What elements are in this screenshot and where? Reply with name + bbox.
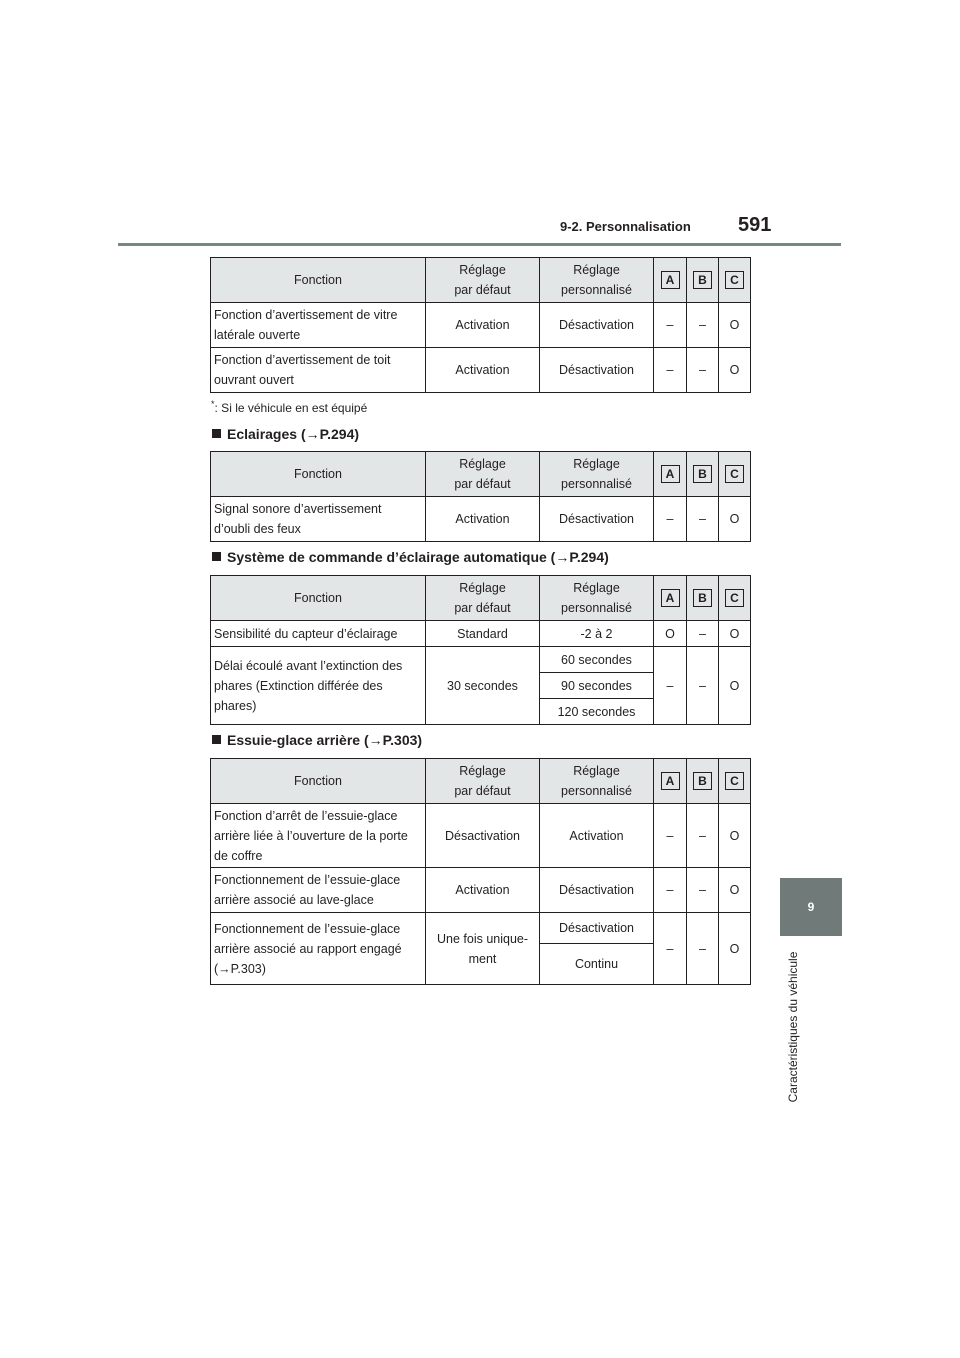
table-row xyxy=(211,497,751,542)
section-heading: 9-2. Personnalisation xyxy=(560,219,691,234)
cell-perso: Désactivation xyxy=(540,348,654,393)
cell-defaut: Activation xyxy=(426,868,540,913)
section-title-rear-wiper: Essuie-glace arrière (→P.303) xyxy=(212,732,422,748)
col-perso: Réglage personnalisé xyxy=(540,576,654,621)
col-b: B xyxy=(687,576,719,621)
cell-fonction: Fonction d’avertissement de vitre latérale ouverte xyxy=(211,303,426,348)
cell-defaut: Activation xyxy=(426,497,540,542)
cell-b: – xyxy=(687,497,719,542)
table-header-row xyxy=(211,759,751,804)
section-title-auto-lighting: Système de commande d’éclairage automatique (→P.294) xyxy=(212,549,609,565)
table-row xyxy=(211,868,751,913)
cell-perso: Désactivation xyxy=(540,868,654,913)
col-perso: Réglage personnalisé xyxy=(540,759,654,804)
cell-fonction: Signal sonore d’avertissement d’oubli des feux xyxy=(211,497,426,542)
table-row xyxy=(211,804,751,868)
cell-b: – xyxy=(687,647,719,725)
col-a: A xyxy=(654,452,687,497)
square-bullet-icon xyxy=(212,552,221,561)
cell-c: O xyxy=(719,621,751,647)
col-fonction: Fonction xyxy=(211,452,426,497)
col-c: C xyxy=(719,258,751,303)
cell-fonction: Fonction d’arrêt de l’essuie-glace arrière liée à l’ouverture de la porte de coffre xyxy=(211,804,426,868)
cell-defaut: Désactivation xyxy=(426,804,540,868)
cell-perso-option: 90 secondes xyxy=(540,673,654,699)
cell-perso: Désactivation xyxy=(540,497,654,542)
table-header-row xyxy=(211,576,751,621)
cell-b: – xyxy=(687,621,719,647)
table-row xyxy=(211,348,751,393)
cell-fonction: Sensibilité du capteur d’éclairage xyxy=(211,621,426,647)
cell-defaut: Standard xyxy=(426,621,540,647)
cell-b: – xyxy=(687,804,719,868)
cell-fonction: Fonctionnement de l’essuie-glace arrière associé au lave-glace xyxy=(211,868,426,913)
cell-a: O xyxy=(654,621,687,647)
cell-a: – xyxy=(654,497,687,542)
col-perso: Réglage personnalisé xyxy=(540,258,654,303)
cell-c: O xyxy=(719,868,751,913)
square-bullet-icon xyxy=(212,429,221,438)
table-row xyxy=(211,913,751,944)
table-eclairages xyxy=(210,451,751,542)
cell-c: O xyxy=(719,497,751,542)
col-fonction: Fonction xyxy=(211,759,426,804)
col-b: B xyxy=(687,258,719,303)
cell-b: – xyxy=(687,868,719,913)
col-defaut: Réglage par défaut xyxy=(426,576,540,621)
table-row xyxy=(211,621,751,647)
cell-a: – xyxy=(654,804,687,868)
col-b: B xyxy=(687,452,719,497)
table-windows xyxy=(210,257,751,393)
cell-c: O xyxy=(719,647,751,725)
cell-a: – xyxy=(654,303,687,348)
col-fonction: Fonction xyxy=(211,258,426,303)
table-header-row xyxy=(211,258,751,303)
cell-a: – xyxy=(654,348,687,393)
col-a: A xyxy=(654,759,687,804)
cell-defaut: Activation xyxy=(426,303,540,348)
page-number: 591 xyxy=(738,214,772,236)
cell-a: – xyxy=(654,868,687,913)
square-bullet-icon xyxy=(212,735,221,744)
col-c: C xyxy=(719,576,751,621)
chapter-label: Caractéristiques du véhicule xyxy=(786,951,800,1103)
cell-perso: -2 à 2 xyxy=(540,621,654,647)
cell-fonction: Délai écoulé avant l’extinction des phares (Extinction différée des phares) xyxy=(211,647,426,725)
section-title-eclairages: Eclairages (→P.294) xyxy=(212,426,359,442)
table-rear-wiper xyxy=(210,758,751,985)
cell-perso-option: 60 secondes xyxy=(540,647,654,673)
col-c: C xyxy=(719,452,751,497)
cell-c: O xyxy=(719,303,751,348)
col-b: B xyxy=(687,759,719,804)
cell-c: O xyxy=(719,804,751,868)
cell-perso-option: 120 secondes xyxy=(540,699,654,725)
cell-defaut: 30 secondes xyxy=(426,647,540,725)
cell-perso: Désactivation xyxy=(540,303,654,348)
cell-b: – xyxy=(687,913,719,985)
footnote: *: Si le véhicule en est équipé xyxy=(211,399,368,415)
cell-b: – xyxy=(687,348,719,393)
col-a: A xyxy=(654,258,687,303)
cell-perso-option: Désactivation xyxy=(540,913,654,944)
cell-c: O xyxy=(719,913,751,985)
col-perso: Réglage personnalisé xyxy=(540,452,654,497)
cell-fonction: Fonction d’avertissement de toit ouvrant ouvert xyxy=(211,348,426,393)
col-c: C xyxy=(719,759,751,804)
cell-perso: Activation xyxy=(540,804,654,868)
cell-c: O xyxy=(719,348,751,393)
col-a: A xyxy=(654,576,687,621)
cell-defaut: Activation xyxy=(426,348,540,393)
table-auto-lighting xyxy=(210,575,751,725)
header-rule xyxy=(118,243,841,246)
cell-perso-option: Continu xyxy=(540,944,654,985)
cell-defaut: Une fois unique- ment xyxy=(426,913,540,985)
cell-a: – xyxy=(654,647,687,725)
col-defaut: Réglage par défaut xyxy=(426,452,540,497)
cell-a: – xyxy=(654,913,687,985)
col-fonction: Fonction xyxy=(211,576,426,621)
chapter-number: 9 xyxy=(807,900,815,914)
col-defaut: Réglage par défaut xyxy=(426,759,540,804)
cell-fonction: Fonctionnement de l’essuie-glace arrière associé au rapport engagé (→P.303) xyxy=(211,913,426,985)
cell-b: – xyxy=(687,303,719,348)
table-header-row xyxy=(211,452,751,497)
col-defaut: Réglage par défaut xyxy=(426,258,540,303)
chapter-tab xyxy=(780,878,842,936)
table-row xyxy=(211,303,751,348)
table-row xyxy=(211,647,751,673)
